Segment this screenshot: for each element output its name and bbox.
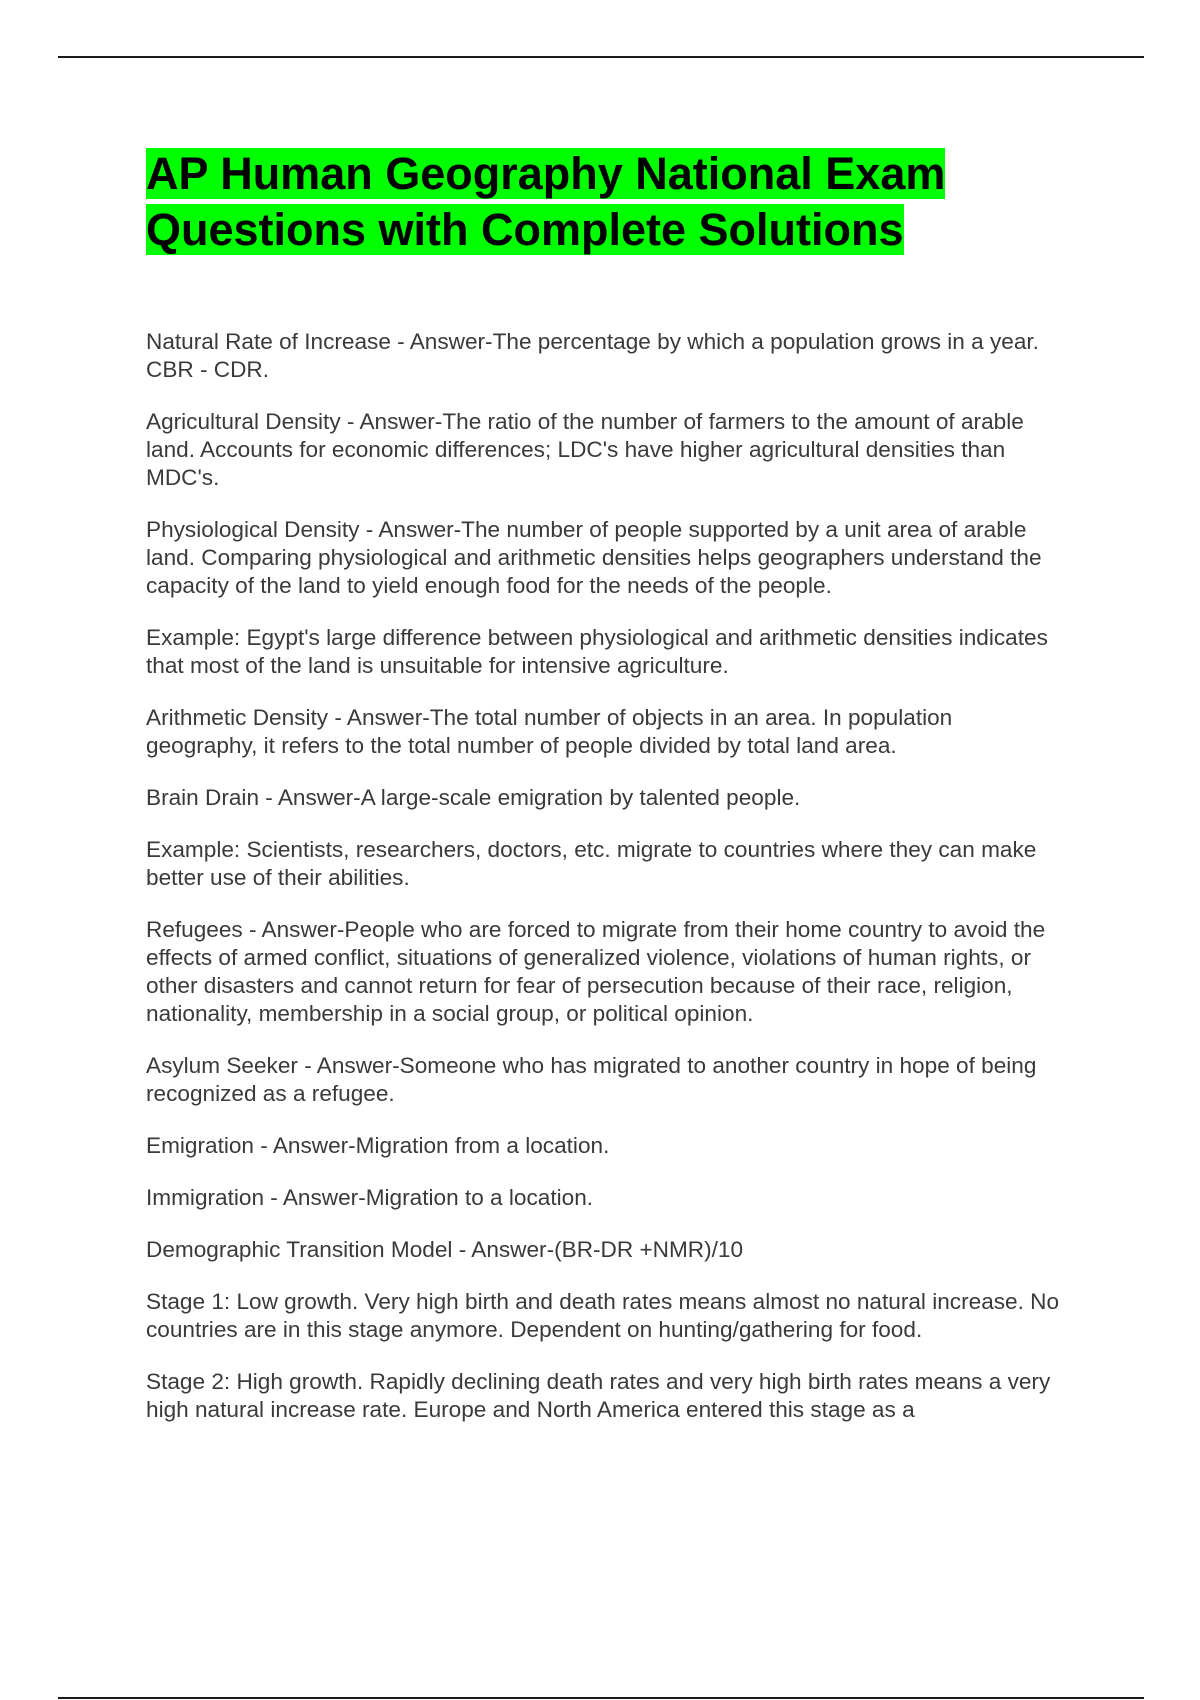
title-line-2: Questions with Complete Solutions [146, 204, 904, 255]
entry-immigration: Immigration - Answer-Migration to a location. [146, 1185, 594, 1210]
entry-physiological-density: Physiological Density - Answer-The number of people supported by a unit area of arable land. Comparing physiological and arithmetic densities helps geographers understand the capacity of the land to yield enough food for the needs of the people. [146, 517, 1042, 598]
entry-demographic-transition-model: Demographic Transition Model - Answer-(BR-DR +NMR)/10 [146, 1237, 744, 1262]
document-title [146, 146, 1066, 258]
entry-brain-drain-example: Example: Scientists, researchers, doctors, etc. migrate to countries where they can make better use of their abilities. [146, 837, 1037, 890]
document-body [146, 146, 1066, 1448]
top-rule [58, 56, 1144, 58]
entry-stage-2: Stage 2: High growth. Rapidly declining death rates and very high birth rates means a very high natural increase rate. Europe and North America entered this stage as a [146, 1369, 1051, 1422]
entry-agricultural-density: Agricultural Density - Answer-The ratio of the number of farmers to the amount of arable land. Accounts for economic differences; LDC's have higher agricultural densities than MDC's. [146, 409, 1024, 490]
entry-stage-1: Stage 1: Low growth. Very high birth and death rates means almost no natural increase. No countries are in this stage anymore. Dependent on hunting/gathering for food. [146, 1289, 1060, 1342]
entry-arithmetic-density: Arithmetic Density - Answer-The total number of objects in an area. In population geography, it refers to the total number of people divided by total land area. [146, 705, 953, 758]
title-line-1: AP Human Geography National Exam [146, 148, 946, 199]
entry-emigration: Emigration - Answer-Migration from a location. [146, 1133, 610, 1158]
entry-asylum-seeker: Asylum Seeker - Answer-Someone who has migrated to another country in hope of being recognized as a refugee. [146, 1053, 1037, 1106]
entry-refugees: Refugees - Answer-People who are forced to migrate from their home country to avoid the effects of armed conflict, situations of generalized violence, violations of human rights, or other disasters and cannot return for fear of persecution because of their race, religion, nationality, membership in a social group, or political opinion. [146, 917, 1046, 1026]
entry-natural-rate-of-increase: Natural Rate of Increase - Answer-The percentage by which a population grows in a year. CBR - CDR. [146, 329, 1039, 382]
entry-egypt-example: Example: Egypt's large difference between physiological and arithmetic densities indicates that most of the land is unsuitable for intensive agriculture. [146, 625, 1048, 678]
entry-brain-drain: Brain Drain - Answer-A large-scale emigration by talented people. [146, 785, 801, 810]
qa-list [146, 328, 1066, 1424]
bottom-rule [58, 1697, 1144, 1699]
